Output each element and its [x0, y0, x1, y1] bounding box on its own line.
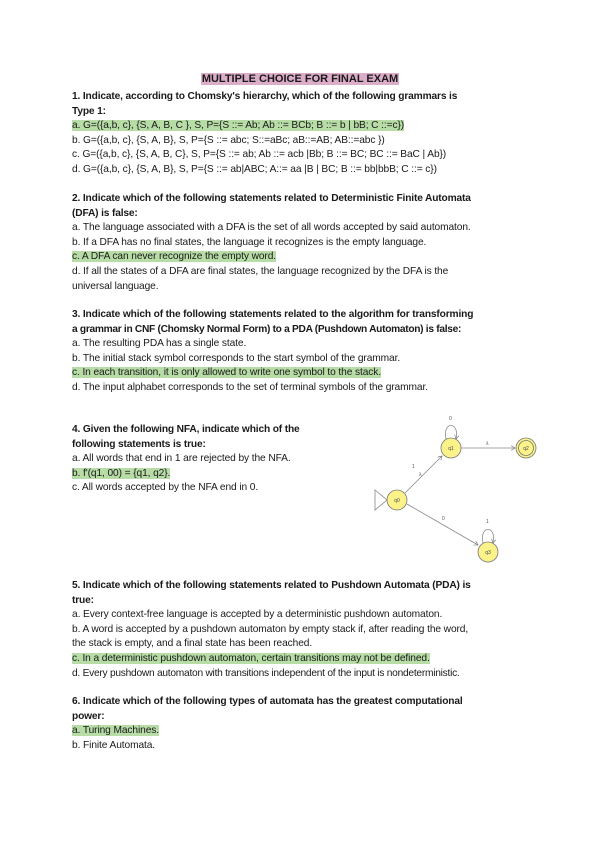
question-text: power:	[72, 710, 105, 722]
question-text: Type 1:	[72, 105, 106, 117]
option-c: c. All words accepted by the NFA end in 0.	[72, 482, 259, 494]
question-text: 1. Indicate, according to Chomsky's hierarchy, which of the following grammars is	[72, 91, 458, 102]
question-text: 6. Indicate which of the following types of automata has the greatest computational	[72, 696, 463, 707]
option-a: a. All words that end in 1 are rejected by the NFA.	[72, 453, 291, 465]
option-c: c. G=({a,b, c}, {S, A, B, C}, S, P={S ::= ab; Ab ::= acb |Bb; B ::= BC; BC ::= BaC | Ab})	[72, 149, 447, 161]
page-title	[0, 73, 600, 86]
option-d: d. G=({a,b, c}, {S, A, B}, S, P={S ::= ab|ABC; A::= aa |B | BC; B ::= bb|bbB; C ::= c})	[72, 163, 437, 175]
initial-arrow	[375, 490, 387, 510]
edge-q0-q3	[407, 504, 478, 545]
question-text: 5. Indicate which of the following statements related to Pushdown Automata (PDA) is	[72, 580, 471, 591]
edge-label: 1	[412, 464, 415, 470]
question-text: 2. Indicate which of the following statements related to Deterministic Finite Automata	[72, 193, 471, 204]
option-a: a. The language associated with a DFA is the set of all words accepted by said automaton.	[72, 222, 471, 234]
page-title-text: MULTIPLE CHOICE FOR FINAL EXAM	[201, 73, 399, 85]
loop-q3	[482, 530, 493, 544]
edge-label: λ	[419, 472, 422, 478]
option-b: b. A word is accepted by a pushdown automaton by empty stack if, after reading the word,	[72, 623, 469, 635]
edge-q0-q1	[405, 456, 442, 493]
option-a-correct: a. G=({a,b, c}, {S, A, B, C }, S, P={S ::= Ab; Ab ::= BCb; B ::= b | bB; C ::=c})	[72, 120, 405, 132]
option-c-correct: c. In each transition, it is only allowed to write one symbol to the stack.	[72, 367, 382, 379]
state-label: q3	[485, 550, 491, 556]
question-text: following statements is true:	[72, 438, 206, 450]
state-label: q2	[523, 446, 529, 452]
nfa-diagram	[320, 405, 540, 580]
question-1	[72, 90, 542, 178]
option-d: d. The input alphabet corresponds to the set of terminal symbols of the grammar.	[72, 381, 428, 393]
question-2	[72, 192, 542, 294]
question-text: a grammar in CNF (Chomsky Normal Form) to a PDA (Pushdown Automaton) is false:	[72, 323, 462, 335]
option-d: d. Every pushdown automaton with transitions independent of the input is nondeterministic.	[72, 667, 460, 679]
option-b-correct: b. f'(q1, 00) = {q1, q2}.	[72, 467, 171, 479]
edge-label: 0	[449, 416, 452, 422]
option-b: b. If a DFA has no final states, the language it recognizes is the empty language.	[72, 236, 427, 248]
question-3	[72, 308, 542, 396]
option-c-correct: c. In a deterministic pushdown automaton, certain transitions may not be defined.	[72, 652, 430, 664]
question-text: (DFA) is false:	[72, 207, 138, 219]
question-6	[72, 695, 542, 753]
question-text: 3. Indicate which of the following statements related to the algorithm for transforming	[72, 309, 474, 320]
option-a-correct: a. Turing Machines.	[72, 725, 160, 737]
loop-q1	[445, 426, 456, 440]
option-c-correct: c. A DFA can never recognize the empty word.	[72, 251, 276, 263]
question-text: true:	[72, 594, 94, 606]
edge-label: 1	[486, 519, 489, 525]
edge-label: 0	[442, 516, 445, 522]
option-d: d. If all the states of a DFA are final states, the language recognized by the DFA is the	[72, 265, 449, 277]
option-a: a. Every context-free language is accepted by a deterministic pushdown automaton.	[72, 609, 443, 621]
option-a: a. The resulting PDA has a single state.	[72, 338, 247, 350]
option-b-continued: the stack is empty, and a final state has been reached.	[72, 638, 313, 650]
option-b: b. The initial stack symbol corresponds to the start symbol of the grammar.	[72, 352, 401, 364]
option-b: b. G=({a,b, c}, {S, A, B}, S, P={S ::= abc; S::=aBc; aB::=AB; AB::=abc })	[72, 134, 385, 146]
option-d-continued: universal language.	[72, 280, 159, 292]
state-label: q0	[394, 498, 400, 504]
question-5	[72, 579, 542, 681]
question-text: 4. Given the following NFA, indicate which of the	[72, 424, 300, 435]
state-label: q1	[448, 446, 454, 452]
option-b: b. Finite Automata.	[72, 739, 156, 751]
question-4	[72, 423, 342, 496]
edge-label: λ	[486, 441, 489, 447]
